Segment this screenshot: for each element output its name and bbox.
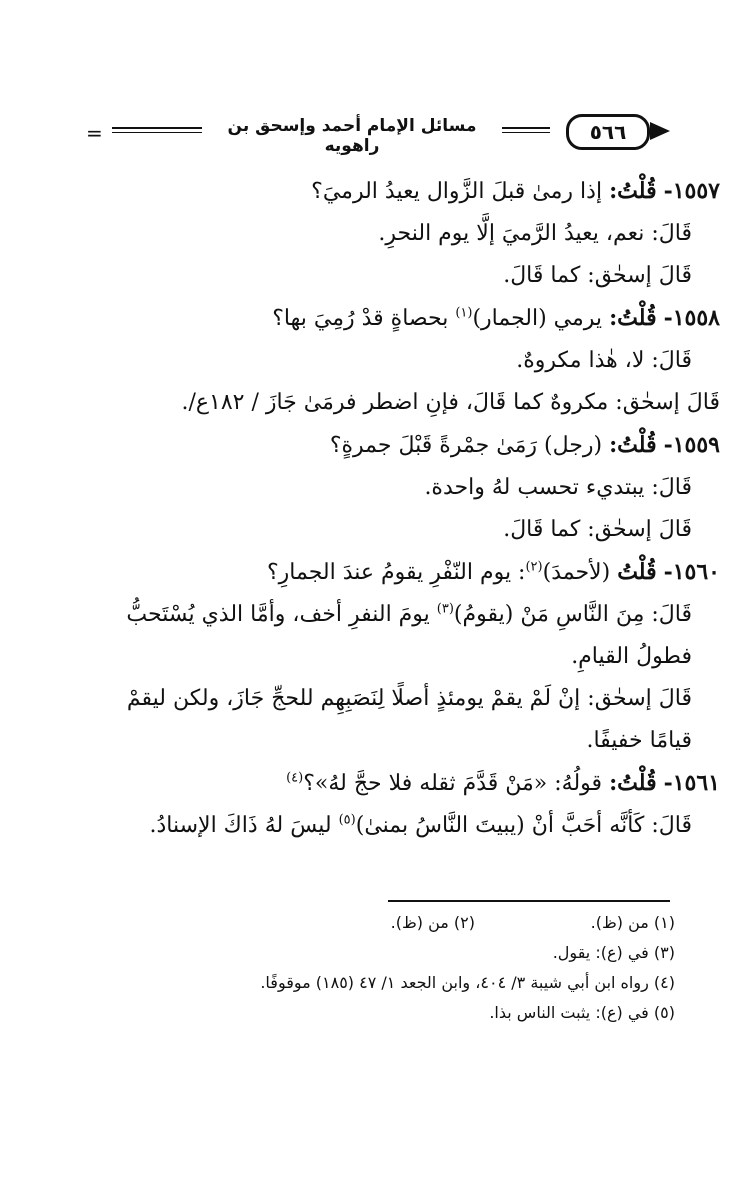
entry-number: ١٥٦٠- [663,559,720,585]
question [100,762,720,805]
question-text: إذا رمىٰ قبلَ الزَّوال يعيدُ الرميَ؟ [311,179,603,204]
entry-1557 [100,170,720,297]
entry-1561 [100,762,720,847]
footnote-separator [388,900,670,902]
footnote-row [90,908,675,938]
footnote-3: (٣) في (ع): يقول. [552,943,675,962]
answer-text-cont: ليسَ لهُ ذَاكَ الإسنادُ. [149,813,339,838]
question-text: (لأحمدَ) [542,560,618,585]
answer-text: قَالَ: كَأنَّه أحَبَّ أنْ (يبيتَ النَّاسُ بمنىٰ) [355,813,692,838]
footnote-ref: (٤) [286,770,304,786]
question-text-cont: : يوم النّفْرِ يقومُ عندَ الجمارِ؟ [266,560,526,585]
question-label: قُلْتُ: [609,305,657,331]
footnote-5: (٥) في (ع): يثبت الناس بذا. [489,1003,675,1022]
question-text: (رجل) رَمَىٰ جمْرةً قَبْلَ جمرةٍ؟ [329,433,603,458]
question [100,170,720,213]
footnote-ref: (٥) [338,812,356,828]
question [100,551,720,594]
page-number-arrow [650,122,670,140]
header-end-mark: = [82,123,107,143]
question-label: قُلْتُ: [609,178,657,204]
entry-number: ١٥٥٧- [663,178,720,204]
footnote-ref: (٢) [525,559,543,575]
entry-number: ١٥٥٩- [663,432,720,458]
answer-ishaq: قَالَ إسحٰق: مكروهٌ كما قَالَ، فإنِ اضطر فرمَىٰ جَازَ / ١٨٢ع/. [181,390,720,415]
question-text: قولُهُ: «مَنْ قَدَّمَ ثقله فلا حجَّ لهُ»؟ [303,771,603,796]
page-number: ٥٦٦ [589,120,627,144]
entry-number: ١٥٥٨- [663,305,720,331]
answer-ahmad: قَالَ: لا، هٰذا مكروهٌ. [516,348,692,373]
answer-ahmad [100,594,720,678]
page-number-badge [566,114,650,150]
answer-text: قَالَ: مِنَ النَّاسِ مَنْ (يقومُ) [453,602,692,627]
answer-ahmad: قَالَ: يبتديء تحسب لهُ واحدة. [424,475,692,500]
footnote-1: (١) من (ظ). [590,913,675,932]
question-label: قُلْتُ: [609,432,657,458]
footnotes [90,908,675,1028]
entry-1559 [100,424,720,551]
question [100,424,720,467]
footnote-2: (٢) من (ظ). [390,913,475,932]
footnote-ref: (٣) [436,601,454,617]
footnote-ref: (١) [455,305,473,321]
footnote-4: (٤) رواه ابن أبي شيبة ٣/ ٤٠٤، وابن الجعد ١/ ٤٧ (١٨٥) موقوفًا. [260,973,675,992]
question [100,297,720,340]
answer-ahmad: قَالَ: نعم، يعيدُ الرَّميَ إلَّا يوم النحرِ. [378,221,692,246]
running-header [82,114,670,154]
question-label: قُلْتُ: [609,770,657,796]
entry-1560 [100,551,720,762]
entry-1558 [100,297,720,424]
answer-text-cont: يومَ النفرِ أخف، وأمَّا الذي يُسْتَحبُّ فطولُ القيامِ. [126,602,692,669]
question-label: قُلْتُ [617,559,657,585]
entry-number: ١٥٦١- [663,770,720,796]
main-text [100,170,720,847]
answer-ishaq: قَالَ إسحٰق: كما قَالَ. [503,517,692,542]
answer-ahmad [100,805,720,847]
question-text-cont: بحصاةٍ قدْ رُمِيَ بها؟ [272,306,456,331]
answer-ishaq: قَالَ إسحٰق: كما قَالَ. [503,263,692,288]
header-title: مسائل الإمام أحمد وإسحق بن راهويه [202,116,502,156]
answer-ishaq: قَالَ إسحٰق: إنْ لَمْ يقمْ يومئذٍ أصلًا لِنَصَبِهِم للحجِّ جَازَ، ولكن ليقمْ قيامًا خفيفًا. [126,686,692,753]
question-text: يرمي (الجمار) [472,306,603,331]
